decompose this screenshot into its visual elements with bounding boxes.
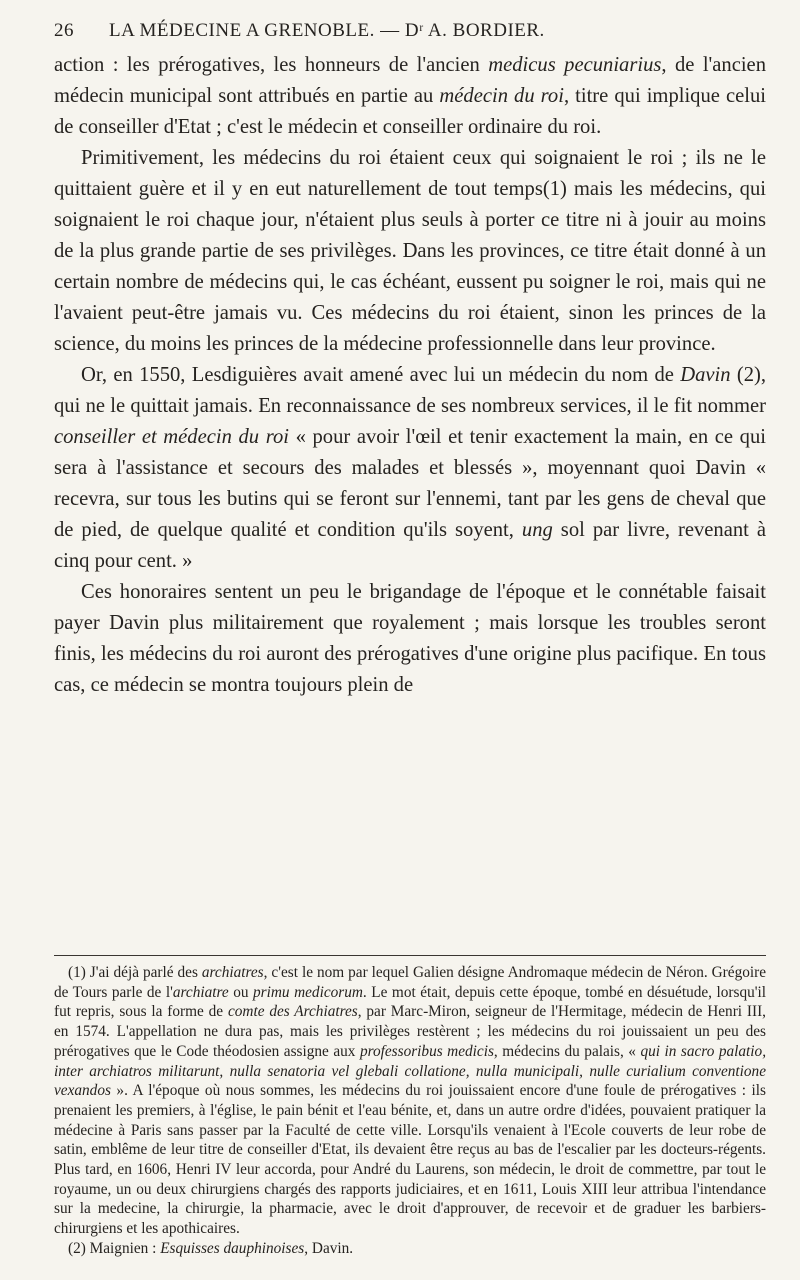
text-run: , par Marc-Miron, seigneur de l'Hermitage, médecin de Henri III, en 1574. L'appellation ne dura pas, mais les privilèges restèrent ; les médecins du roi jouissaient un peu des prérogatives que le Code théodosien assigne aux [54,1003,766,1060]
page-number: 26 [54,20,74,41]
italic-run: archiatre [172,983,229,1001]
italic-run: medicus pecuniarius [488,54,662,76]
text-run: action : les prérogatives, les honneurs de l'ancien [54,54,489,76]
paragraph [54,50,766,143]
text-run: , de l'ancien médecin municipal sont attribués en partie au [54,54,766,107]
text-run: « pour avoir l'œil et tenir exactement la main, en ce qui sera à l'assistance et secours des malades et blessés », moyennant quoi Davin « recevra, sur tous les butins qui se feront sur l'ennemi, tant par les gens de cheval que de pied, de quelque qualité et condition qu'ils soyent, [54,426,766,541]
italic-run: primu medicorum [253,983,363,1001]
running-title: LA MÉDECINE A GRENOBLE. — Dʳ A. BORDIER. [109,20,545,41]
text-run: Or, en 1550, Lesdiguières avait amené avec lui un médecin du nom de [81,364,681,386]
text-run: , c'est le nom par lequel Galien désigne Andromaque médecin de Néron. Grégoire de Tours parle de l' [54,964,766,1001]
text-run: ou [228,983,254,1001]
italic-run: médecin du roi [439,85,564,107]
paragraph [54,360,766,577]
text-run: , médecins du palais, « [493,1042,641,1060]
text-run: , titre qui implique celui de conseiller d'Etat ; c'est le médecin et conseiller ordinaire du roi. [54,85,766,138]
italic-run: archiatres [201,964,264,981]
paragraph: Primitivement, les médecins du roi étaient ceux qui soignaient le roi ; ils ne le quittaient guère et il y en eut naturellement de tout temps(1) mais les médecins, qui soignaient le roi chaque jour, n'étaient plus seuls à porter ce titre ni à jouir au moins de la plus grande partie de ses privilèges. Dans les provinces, ce titre était donné à un certain nombre de médecins qui, le cas échéant, eussent pu soigner le roi, mais qui ne l'avaient peut-être jamais vu. Ces médecins du roi étaient, sinon les princes de la science, du moins les princes de la médecine professionnelle dans leur province. [54,147,766,355]
italic-run: ung [521,519,553,541]
page-header [54,18,766,50]
text-run: , Davin. [304,1239,354,1257]
text-run: . Le mot était, depuis cette époque, tombé en désuétude, lorsqu'il fut repris, sous la forme de [54,983,766,1021]
text-run: sol par livre, revenant à cinq pour cent. » [54,519,766,572]
paragraph: Ces honoraires sentent un peu le brigandage de l'époque et le connétable faisait payer Davin plus militairement que royalement ; mais lorsque les troubles seront finis, les médecins du roi auront des prérogatives d'une origine plus pacifique. En tous cas, ce médecin se montra toujours plein de [54,581,766,696]
text-run: (2) Maignien : [68,1239,161,1257]
italic-run: comte des Archiatres [227,1003,358,1021]
italic-run: conseiller et médecin du roi [54,426,289,448]
footnote-2 [54,1239,766,1259]
footnotes [54,963,766,1259]
text-run: (1) J'ai déjà parlé des [68,964,202,981]
footnote-1 [54,963,766,1239]
italic-run: qui in sacro palatio, inter archiatros militarunt, nulla senatoria vel glebali collatione, nulla municipali, nulle curialium conventione vexandos [54,1042,767,1100]
footnote-separator [54,955,766,956]
italic-run: professoribus medicis [359,1042,494,1060]
text-run: ». A l'époque où nous sommes, les médecins du roi jouissaient encore d'une foule de prérogatives : ils prenaient les premiers, à l'église, le pain bénit et l'eau bénite, et, dans un autre ordre d'idées, pouvaient pratiquer la médecine à Paris sans passer par la Faculté de cette ville. Lorsqu'ils venaient à l'Ecole couverts de leur robe de satin, emblême de leur titre de conseiller d'Etat, ils devaient être reçus au bas de l'escalier par les docteurs-régents. Plus tard, en 1606, Henri IV leur accorda, pour André du Laurens, son médecin, le droit de commettre, par tout le royaume, un ou deux chirurgiens chargés des rapports judiciaires, et en 1611, Louis XIII leur attribua l'intendance sur la medecine, la chirurgie, la pharmacie, avec le droit d'approuver, de recevoir et de graduer les barbiers-chirurgiens et les apothicaires. [54,1082,766,1238]
italic-run: Esquisses dauphinoises [160,1239,305,1257]
text-run: (2), qui ne le quittait jamais. En reconnaissance de ses nombreux services, il le fit nommer [54,364,766,417]
main-text [54,50,766,701]
italic-run: Davin [680,364,731,386]
